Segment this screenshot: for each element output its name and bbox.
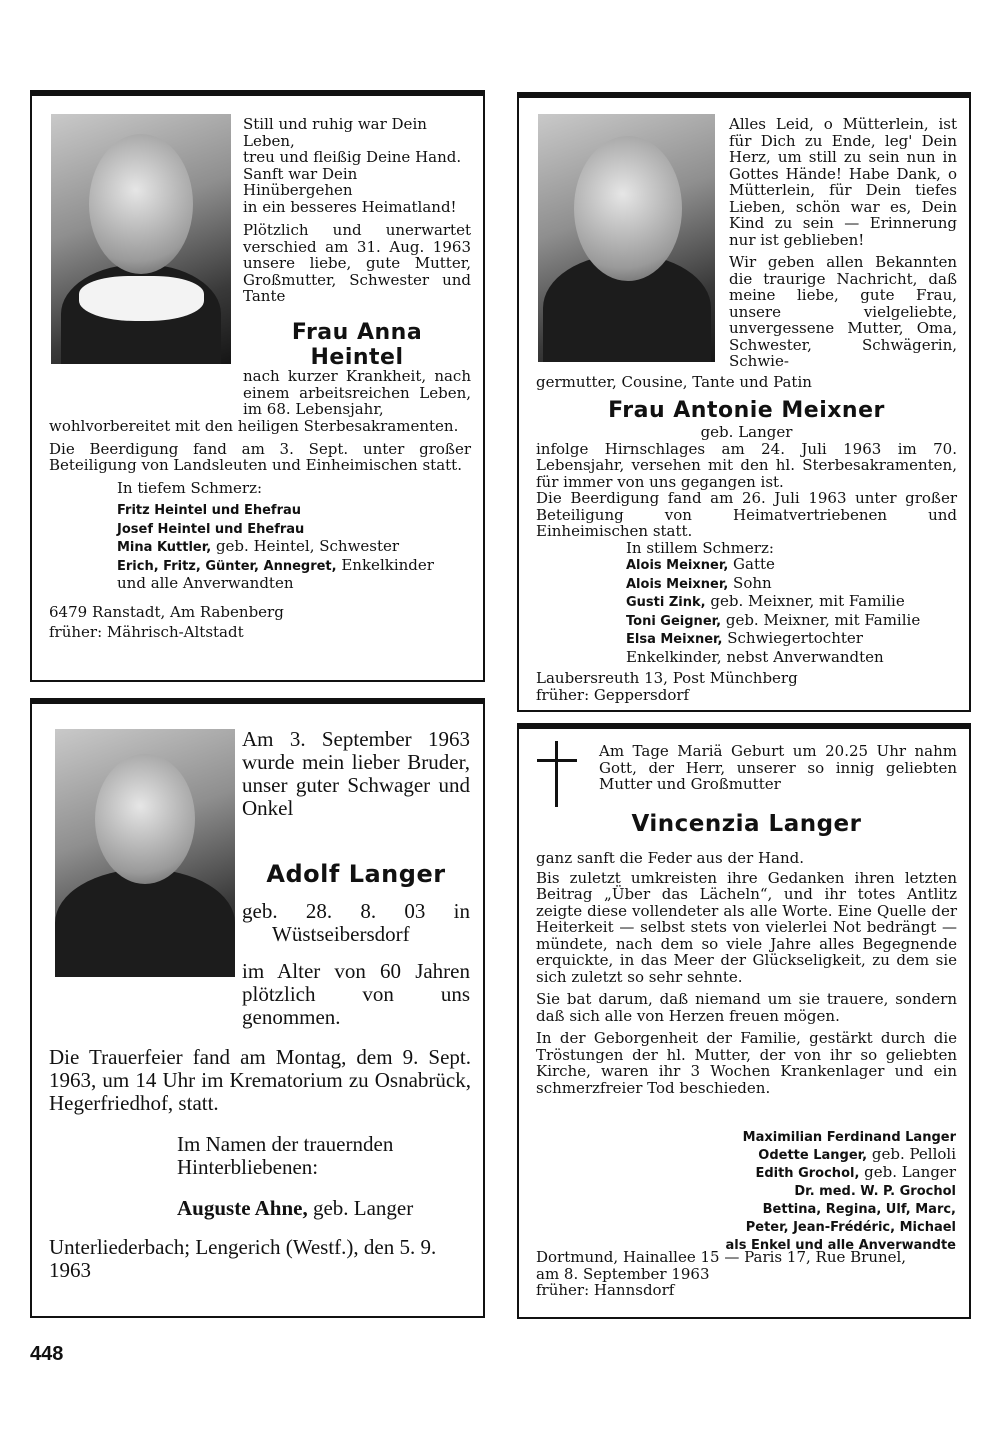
obituary-adolf-langer [30, 698, 485, 1318]
mourning-intro: In tiefem Schmerz: [117, 478, 263, 497]
cross-icon [537, 741, 577, 807]
age-info: im Alter von 60 Jahren plötzlich von uns genommen. [242, 959, 470, 1029]
mourner: Toni Geigner, geb. Meixner, mit Familie [626, 610, 921, 629]
funeral-info: Die Beerdigung fand am 3. Sept. unter großer Beteiligung von Landsleuten und Einheimischen statt. [49, 439, 471, 474]
mourner: Erich, Fritz, Günter, Annegret, Enkelkinder [117, 555, 434, 574]
mourner: Bettina, Regina, Ulf, Marc, [762, 1202, 956, 1217]
notice-border [519, 723, 969, 729]
obituary-anna-heintel: Still und ruhig war Dein Leben, treu und fleißig Deine Hand. Sanft war Dein Hinübergehen in ein besseres Heimatland! Plötzlich und unerwartet verschied am 31. Aug. 1963 unsere liebe, gute Mutter, Großmutter, Schwester und Tante Frau Anna Heintel nach kurzer Krankheit, nach einem arbeitsreichen Leben, im 68. Lebensjahr, wohlvorbereitet mit den heiligen Sterbesakramenten. Die Beerdigung fand am 3. Sept. unter großer Beteiligung von Landsleuten und Einheimischen statt. In tiefem Schmerz: Fritz Heintel und Ehefrau Josef Heintel und Ehefrau Mina Kuttler, geb. Heintel, Schwester Erich, Fritz, Günter, Annegret, Enkelkinder und alle Anverwandten 6479 Ranstadt, Am Rabenberg früher: Mährisch-Altstadt [30, 90, 485, 682]
circumstances: nach kurzer Krankheit, nach einem arbeitsreichen Leben, im 68. Lebensjahr, [243, 367, 471, 418]
death-info: infolge Hirnschlages am 24. Juli 1963 im 70. Lebensjahr, versehen mit den hl. Sterbesakramenten, für immer von uns gegangen ist. [536, 439, 957, 491]
mourner: Peter, Jean-Frédéric, Michael [745, 1220, 956, 1235]
poem: Still und ruhig war Dein Leben, treu und fleißig Deine Hand. Sanft war Dein Hinübergehen in ein besseres Heimatland! Plötzlich und unerwartet verschied am 31. Aug. 1963 unsere liebe, gute Mutter, Großmutter, Schwester und Tante [243, 115, 471, 305]
mourner: Alois Meixner, Gatte [626, 555, 775, 573]
death-announcement: Plötzlich und unerwartet verschied am 31. Aug. 1963 unsere liebe, gute Mutter, Großmutter, Schwester und Tante [243, 221, 471, 305]
mourner: Edith Grochol, geb. Langer [755, 1163, 956, 1181]
mourner: Alois Meixner, Sohn [626, 573, 772, 592]
deceased-name: Frau Antonie Meixner [608, 398, 885, 423]
signer: Auguste Ahne, geb. Langer [177, 1196, 414, 1220]
poem: Alles Leid, o Mütterlein, ist für Dich zu Ende, leg' Dein Herz, um still zu sein nun in Gottes Hände! Habe Dank, o Mütterlein, für Dein tiefes Lieben, schön war es, Dein Kind zu sein — Erinnerung nur ist geblieben! [729, 115, 957, 249]
address: 6479 Ranstadt, Am Rabenberg [49, 602, 284, 621]
notice-border [32, 698, 483, 704]
place-date: Unterliederbach; Lengerich (Westf.), den 5. 9. 1963 [49, 1235, 437, 1282]
mourning-intro: In stillem Schmerz: [626, 538, 774, 557]
mourners-list [536, 1128, 956, 1254]
mourner: Maximilian Ferdinand Langer [742, 1130, 956, 1145]
obituary-vincenzia-langer: Am Tage Mariä Geburt um 20.25 Uhr nahm Gott, der Herr, unserer so innig geliebten Mutter und Großmutter Vincenzia Langer ganz sanft die Feder aus der Hand. Bis zuletzt umkreisten ihre Gedanken ihren letzten Beitrag „Über das Lächeln“, und ihr totes Antlitz zeigte diese vollendeter als alle Worte. Eine Quelle der Heiterkeit — selbst stets von vielerlei Not bedrängt — mündete, nach dem so viele Jahre alles Begegnende erquickte, in das Meer der Glückseligkeit, zu dem sie sich zuletzt so sehr sehnte. Sie bat darum, daß niemand um sie trauere, sondern daß sich alle von Herzen freuen mögen. In der Geborgenheit der Familie, gestärkt durch die Tröstungen der hl. Mutter, der von ihr so geliebten Kirche, waren ihr 3 Wochen Krankenlager und ein schmerzfreier Tod beschieden. Maximilian Ferdinand Langer Odette Langer, geb. Pelloli Edith Grochol, geb. Langer Dr. med. W. P. Grochol Bettina, Regina, Ulf, Marc, Peter, Jean-Frédéric, Michael als Enkel und alle Anverwandte Dortmund, Hainallee 15 — Paris 17, Rue Brunel, am 8. September 1963 früher: Hannsdorf [517, 723, 971, 1319]
birth-info: geb. 28. 8. 03 in Wüstseibersdorf [242, 899, 470, 946]
mourner: Mina Kuttler, geb. Heintel, Schwester [117, 537, 400, 555]
portrait-photo [538, 114, 715, 362]
deceased-name: Adolf Langer [266, 860, 446, 888]
origin: früher: Hannsdorf [536, 1281, 675, 1299]
mourner: als Enkel und alle Anverwandte [725, 1238, 956, 1253]
mourners-list: In stillem Schmerz: Alois Meixner, Gatte Alois Meixner, Sohn Gusti Zink, geb. Meixner, mit Familie Toni Geigner, geb. Meixner, mit Familie Elsa Meixner, Schwiegertochter Enkelkinder, nebst Anverwandten [626, 540, 957, 666]
mourner: Gusti Zink, geb. Meixner, mit Familie [626, 592, 905, 610]
funeral-info: Die Beerdigung fand am 26. Juli 1963 unter großer Beteiligung von Heimatvertriebenen und Einheimischen statt. [536, 489, 957, 540]
address: Laubersreuth 13, Post Münchberg [536, 669, 798, 687]
page-number: 448 [30, 1343, 64, 1365]
mourner: Dr. med. W. P. Grochol [794, 1184, 956, 1199]
mourner: Josef Heintel und Ehefrau [117, 521, 305, 537]
notice-border [519, 92, 969, 98]
date: am 8. September 1963 [536, 1264, 710, 1283]
obituary-antonie-meixner: Alles Leid, o Mütterlein, ist für Dich zu Ende, leg' Dein Herz, um still zu sein nun in Gottes Hände! Habe Dank, o Mütterlein, für Dein tiefes Lieben, schön war es, Dein Kind zu sein — Erinnerung nur ist geblieben! Wir geben allen Bekannten die traurige Nachricht, daß meine liebe, gute Frau, unsere vielgeliebte, unvergessene Mutter, Oma, Schwester, Schwägerin, Schwie- germutter, Cousine, Tante und Patin Frau Antonie Meixner geb. Langer infolge Hirnschlages am 24. Juli 1963 im 70. Lebensjahr, versehen mit den hl. Sterbesakramenten, für immer von uns gegangen ist. Die Beerdigung fand am 26. Juli 1963 unter großer Beteiligung von Heimatvertriebenen und Einheimischen statt. In stillem Schmerz: Alois Meixner, Gatte Alois Meixner, Sohn Gusti Zink, geb. Meixner, mit Familie Toni Geigner, geb. Meixner, mit Familie Elsa Meixner, Schwiegertochter Enkelkinder, nebst Anverwandten Laubersreuth 13, Post Münchberg früher: Geppersdorf [517, 92, 971, 712]
mourner: Fritz Heintel und Ehefrau [117, 503, 302, 518]
deceased-name: Vincenzia Langer [631, 811, 862, 837]
mourners-list: Fritz Heintel und Ehefrau Josef Heintel und Ehefrau Mina Kuttler, geb. Heintel, Schwester Erich, Fritz, Günter, Annegret, Enkelkinder und alle Anverwandten [117, 501, 471, 592]
mourner: Elsa Meixner, Schwiegertochter [626, 629, 863, 647]
tribute-text: Bis zuletzt umkreisten ihre Gedanken ihren letzten Beitrag „Über das Lächeln“, und ihr totes Antlitz zeigte diese vollendeter als alle Worte. Eine Quelle der Heiterkeit — selbst stets von vielerlei Not bedrängt — mündete, nach dem so viele Jahre alles Begegnende erquickte, in das Meer der Glückseligkeit, zu dem sie sich zuletzt so sehr sehnte. [536, 868, 957, 986]
origin: früher: Geppersdorf [536, 685, 690, 704]
notice-border [32, 90, 483, 96]
portrait-photo [51, 114, 231, 364]
service-info: Die Trauerfeier fand am Montag, dem 9. Sept. 1963, um 14 Uhr im Krematorium zu Osnabrück, Hegerfriedhof, statt. [49, 1045, 471, 1115]
origin: früher: Mährisch-Altstadt [49, 623, 244, 641]
mourner: Odette Langer, geb. Pelloli [758, 1145, 956, 1163]
deceased-name: Frau Anna Heintel [291, 320, 423, 370]
death-announcement: Wir geben allen Bekannten die traurige Nachricht, daß meine liebe, gute Frau, unsere vielgeliebte, unvergessene Mutter, Oma, Schwester, Schwägerin, Schwie- [729, 253, 957, 370]
death-announcement: Am 3. September 1963 wurde mein lieber Bruder, unser guter Schwager und Onkel [242, 727, 470, 820]
portrait-photo [55, 729, 235, 977]
on-behalf: Im Namen der trauernden Hinterbliebenen: [177, 1132, 394, 1179]
birth-name: geb. Langer [700, 423, 793, 441]
death-announcement: Am Tage Mariä Geburt um 20.25 Uhr nahm Gott, der Herr, unserer so innig geliebten Mutter und Großmutter [599, 742, 957, 793]
address: Dortmund, Hainallee 15 — Paris 17, Rue Brunel, [536, 1248, 907, 1266]
